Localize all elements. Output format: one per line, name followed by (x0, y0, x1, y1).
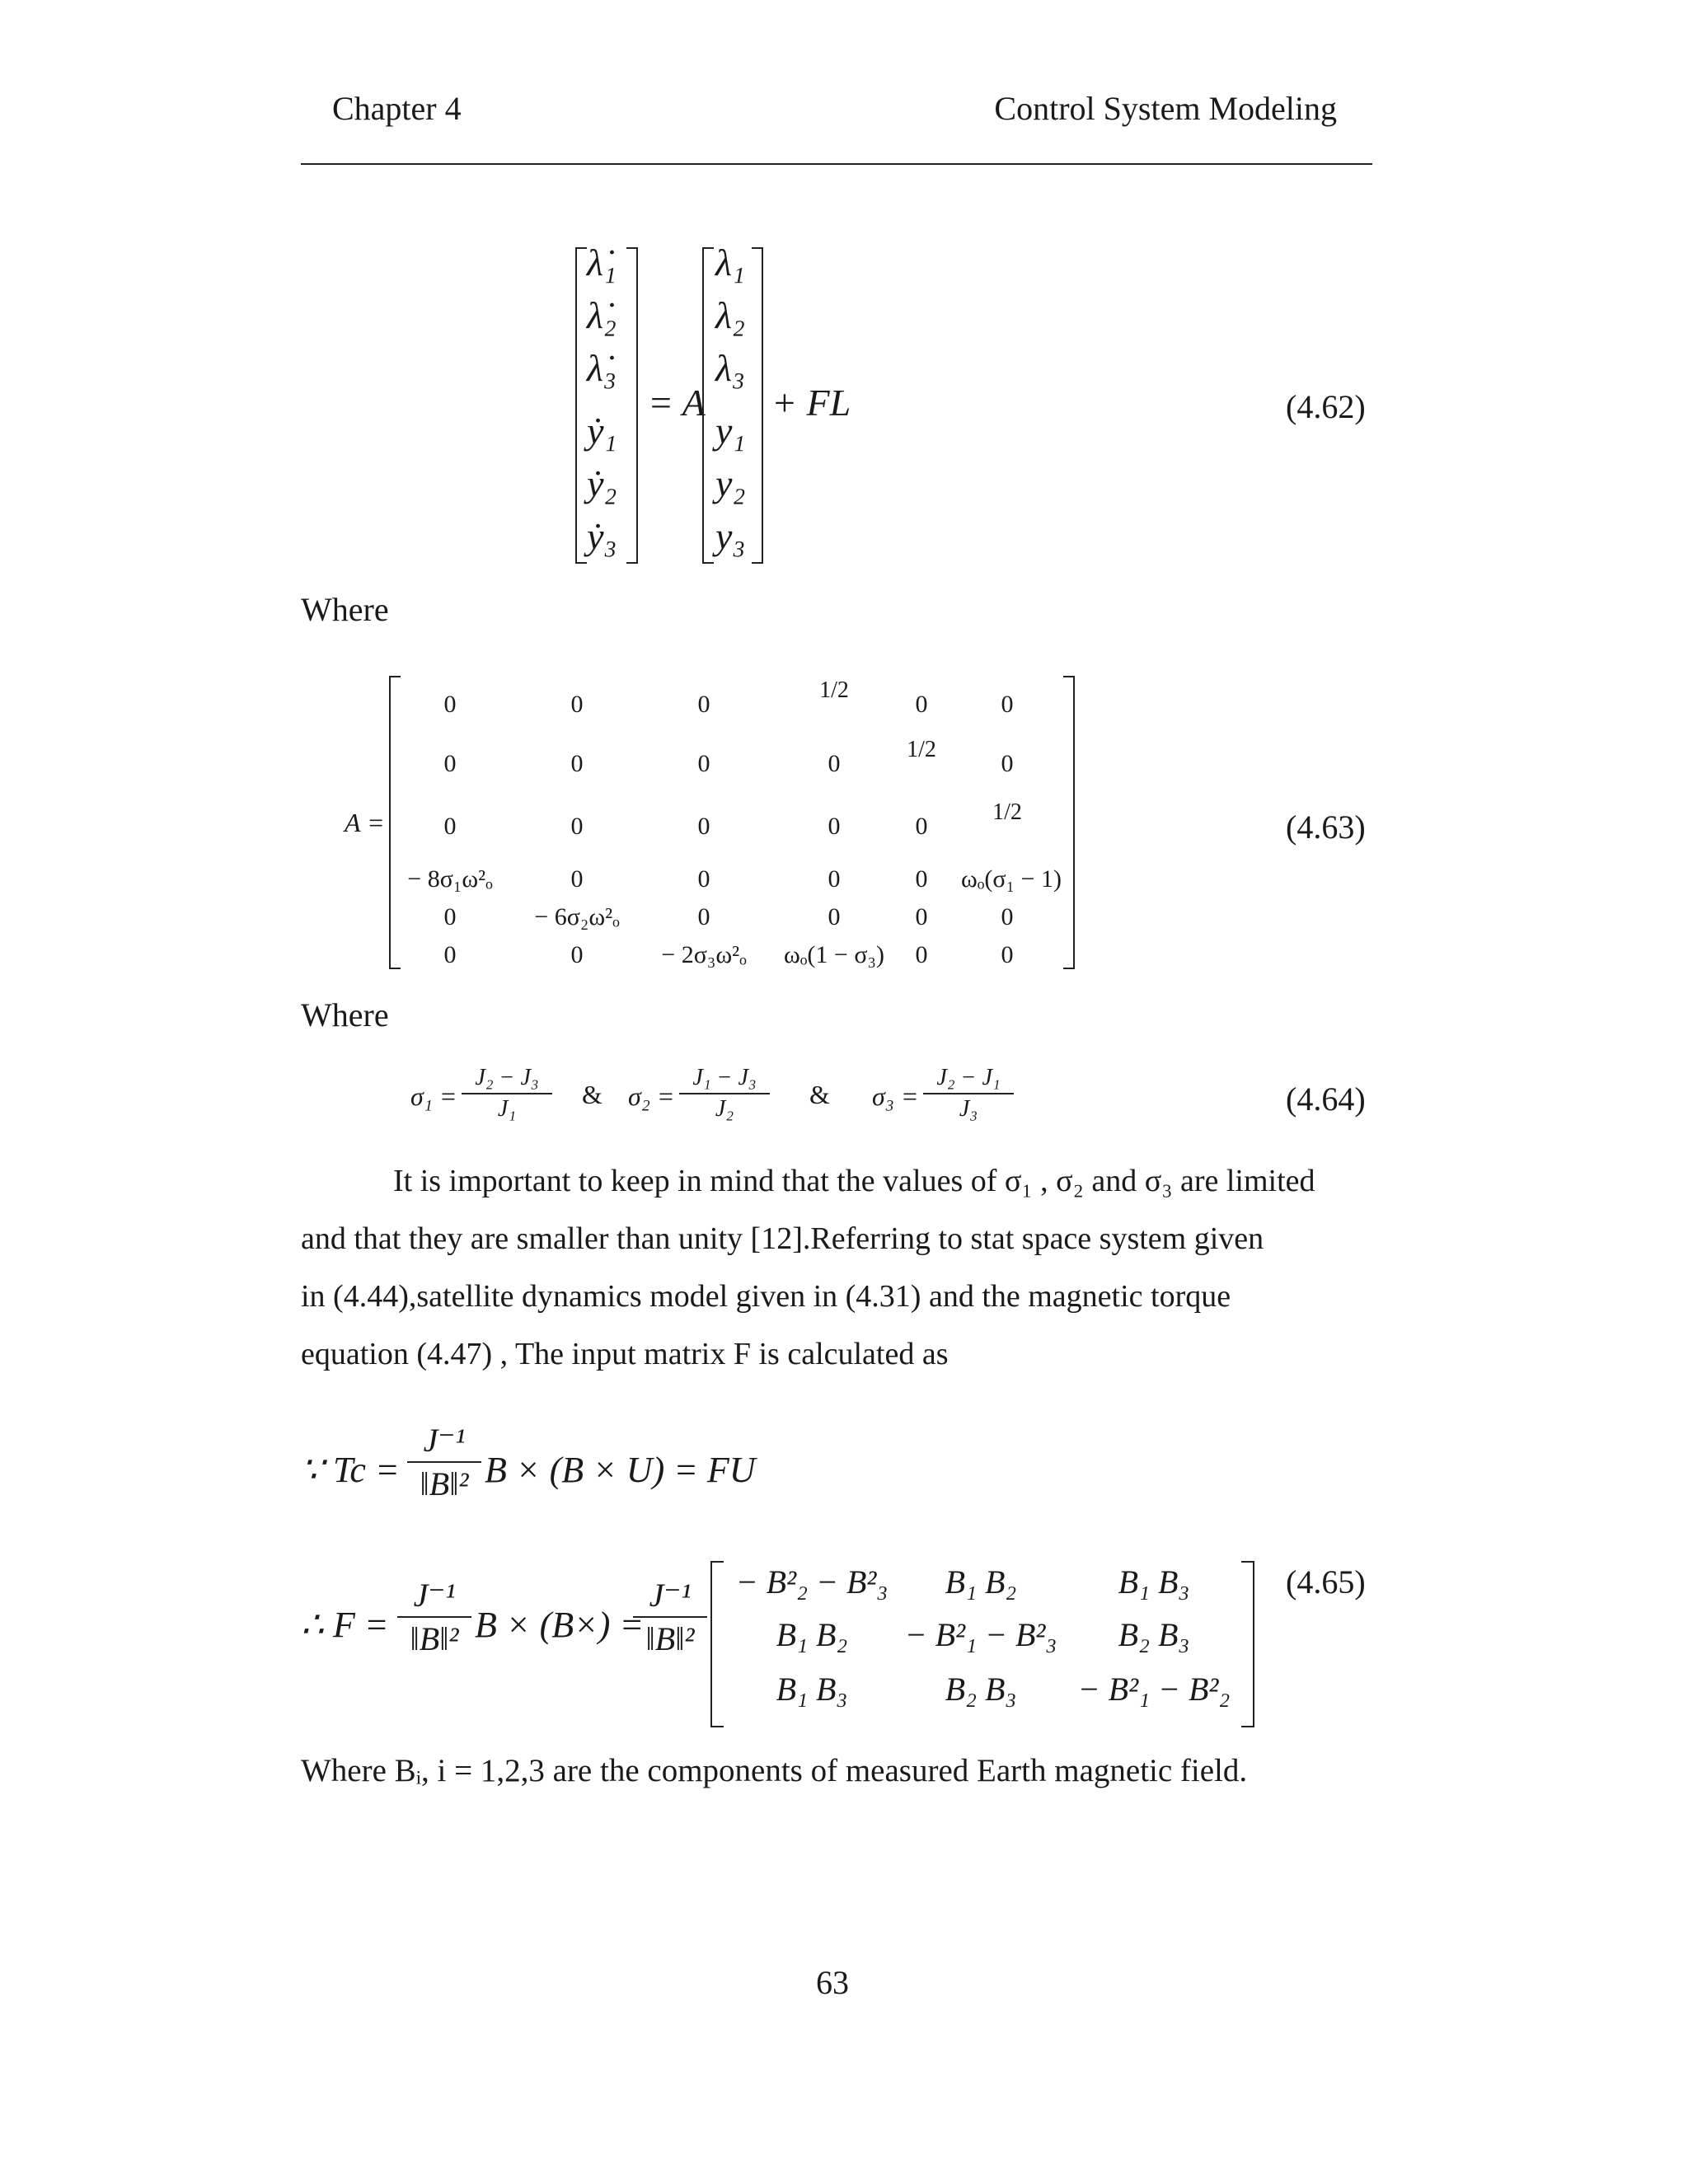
rhs-bracket-right (752, 247, 763, 564)
lhs-entry: ẏ₂ (587, 462, 617, 504)
ampersand: & (582, 1080, 603, 1109)
b-matrix-cell: − B²₁ − B²₂ (1077, 1671, 1231, 1708)
equals-A: = A (648, 382, 706, 424)
matrix-cell: 0 (697, 865, 710, 893)
fraction-bar (462, 1093, 552, 1094)
lhs-entry: λ̇₁ (587, 241, 617, 284)
plus-FL: + FL (771, 382, 851, 424)
rhs-entry: λ₂ (715, 294, 745, 336)
fraction-denominator: J₂ (715, 1096, 734, 1122)
lhs-entry: λ̇₃ (587, 347, 617, 389)
rhs-entry: λ₃ (715, 347, 745, 389)
matrix-cell: 0 (915, 865, 928, 893)
equation-number: (4.65) (1286, 1563, 1366, 1601)
matrix-cell: 0 (915, 941, 928, 968)
fraction-bar (923, 1093, 1014, 1094)
matrix-cell: 0 (570, 691, 584, 718)
matrix-cell: 0 (1001, 903, 1014, 930)
ampersand: & (809, 1080, 830, 1109)
header-rule (301, 163, 1372, 165)
matrix-cell: 0 (570, 750, 584, 777)
sigma2-fraction (679, 1065, 770, 1122)
matrix-cell: 0 (443, 941, 457, 968)
matrix-cell: 0 (1001, 941, 1014, 968)
fraction-numerator: J₁ − J₃ (692, 1065, 757, 1090)
fraction-numerator: J⁻¹ (649, 1577, 692, 1614)
section-title: Control System Modeling (994, 90, 1337, 127)
fraction-denominator: ‖B‖² (645, 1620, 695, 1657)
fraction-denominator: J₃ (959, 1096, 978, 1122)
chapter-label: Chapter 4 (332, 90, 462, 127)
lhs-entry: ẏ₃ (587, 515, 617, 557)
matrix-cell: 0 (915, 691, 928, 718)
paragraph-line: It is important to keep in mind that the values of σ₁ , σ₂ and σ₃ are limited (393, 1164, 1315, 1198)
matrix-cell: 0 (828, 903, 841, 930)
b-matrix-bracket-left (710, 1561, 724, 1727)
matrix-cell: 0 (697, 750, 710, 777)
paragraph-line: and that they are smaller than unity [12].Referring to stat space system given (301, 1221, 1264, 1256)
body-paragraph (301, 1152, 1372, 1383)
matrix-A-label: A = (345, 808, 385, 837)
where-label: Where (301, 996, 389, 1033)
matrix-bracket-right (1063, 676, 1075, 969)
fraction-bar (679, 1093, 770, 1094)
where-label: Where (301, 591, 389, 628)
rhs-entry: λ₁ (715, 241, 745, 284)
fraction-denominator: ‖B‖² (420, 1465, 469, 1502)
matrix-cell: 1/2 (819, 677, 849, 703)
tc-fraction (407, 1421, 481, 1503)
matrix-cell: 0 (570, 941, 584, 968)
lhs-entry: ẏ₁ (587, 410, 617, 452)
b-matrix-cell: B₁ B₂ (776, 1616, 848, 1653)
paragraph-line: in (4.44),satellite dynamics model given in (4.31) and the magnetic torque (301, 1279, 1231, 1314)
rhs-entry: y₃ (715, 515, 746, 557)
b-matrix-cell: − B²₁ − B²₃ (904, 1616, 1057, 1653)
matrix-cell: 0 (915, 813, 928, 840)
matrix-cell: 0 (697, 691, 710, 718)
matrix-cell: 0 (443, 903, 457, 930)
matrix-cell: 0 (828, 750, 841, 777)
matrix-cell: 0 (915, 903, 928, 930)
fraction-numerator: J₂ − J₁ (936, 1065, 1001, 1090)
b-matrix-cell: B₁ B₃ (1118, 1563, 1190, 1601)
b-matrix-cell: B₁ B₂ (945, 1563, 1017, 1601)
rhs-bracket-left (702, 247, 714, 564)
f-mid: B × (B×) = (475, 1605, 645, 1645)
matrix-cell: 1/2 (992, 799, 1022, 825)
b-matrix-cell: − B²₂ − B²₃ (735, 1563, 889, 1601)
matrix-cell: 0 (443, 691, 457, 718)
sigma1-lhs: σ₁ = (410, 1081, 457, 1111)
matrix-cell: − 8σ₁ω²ₒ (407, 865, 493, 893)
equation-number: (4.63) (1286, 808, 1366, 846)
fraction-denominator: ‖B‖² (410, 1620, 459, 1657)
sigma3-fraction (923, 1065, 1014, 1122)
matrix-cell: 0 (828, 865, 841, 893)
matrix-cell: 0 (443, 813, 457, 840)
b-matrix-cell: B₂ B₃ (945, 1671, 1017, 1708)
sigma1-fraction (462, 1065, 552, 1122)
matrix-cell: 0 (443, 750, 457, 777)
rhs-entry: y₁ (715, 410, 746, 452)
matrix-cell: 1/2 (907, 737, 936, 762)
matrix-cell: 0 (828, 813, 841, 840)
b-matrix-cell: B₂ B₃ (1118, 1616, 1190, 1653)
fraction-bar (397, 1616, 471, 1618)
closing-sentence: Where Bᵢ, i = 1,2,3 are the components of measured Earth magnetic field. (301, 1753, 1248, 1788)
fraction-denominator: J₁ (497, 1096, 517, 1122)
f-fraction-2 (633, 1576, 707, 1658)
equation-number: (4.64) (1286, 1080, 1366, 1118)
paragraph-line: equation (4.47) , The input matrix F is calculated as (301, 1337, 949, 1371)
f-fraction (397, 1576, 471, 1658)
lhs-bracket-right (626, 247, 638, 564)
fraction-numerator: J⁻¹ (423, 1422, 466, 1459)
fraction-bar (407, 1461, 481, 1463)
matrix-cell: − 6σ₂ω²ₒ (534, 903, 620, 930)
matrix-cell: 0 (697, 903, 710, 930)
equation-number: (4.62) (1286, 388, 1366, 425)
sigma2-lhs: σ₂ = (628, 1081, 675, 1111)
matrix-cell: − 2σ₃ω²ₒ (661, 941, 747, 968)
b-matrix-cell: B₁ B₃ (776, 1671, 848, 1708)
matrix-cell: 0 (570, 865, 584, 893)
sigma3-lhs: σ₃ = (872, 1081, 919, 1111)
fraction-numerator: J⁻¹ (413, 1577, 456, 1614)
matrix-cell: 0 (1001, 691, 1014, 718)
f-lhs: ∴ F = (301, 1605, 389, 1645)
lhs-entry: λ̇₂ (587, 294, 617, 336)
tc-rhs: B × (B × U) = FU (485, 1450, 756, 1490)
b-matrix-bracket-right (1241, 1561, 1254, 1727)
matrix-cell: ωₒ(σ₁ − 1) (961, 865, 1062, 893)
rhs-entry: y₂ (715, 462, 746, 504)
fraction-numerator: J₂ − J₃ (475, 1065, 539, 1090)
fraction-bar (633, 1616, 707, 1618)
matrix-cell: 0 (697, 813, 710, 840)
page-number: 63 (816, 1964, 849, 2001)
lhs-bracket-left (575, 247, 587, 564)
tc-lhs: ∵ Tc = (301, 1450, 400, 1490)
matrix-cell: 0 (570, 813, 584, 840)
matrix-cell: ωₒ(1 − σ₃) (784, 941, 884, 968)
matrix-cell: 0 (1001, 750, 1014, 777)
